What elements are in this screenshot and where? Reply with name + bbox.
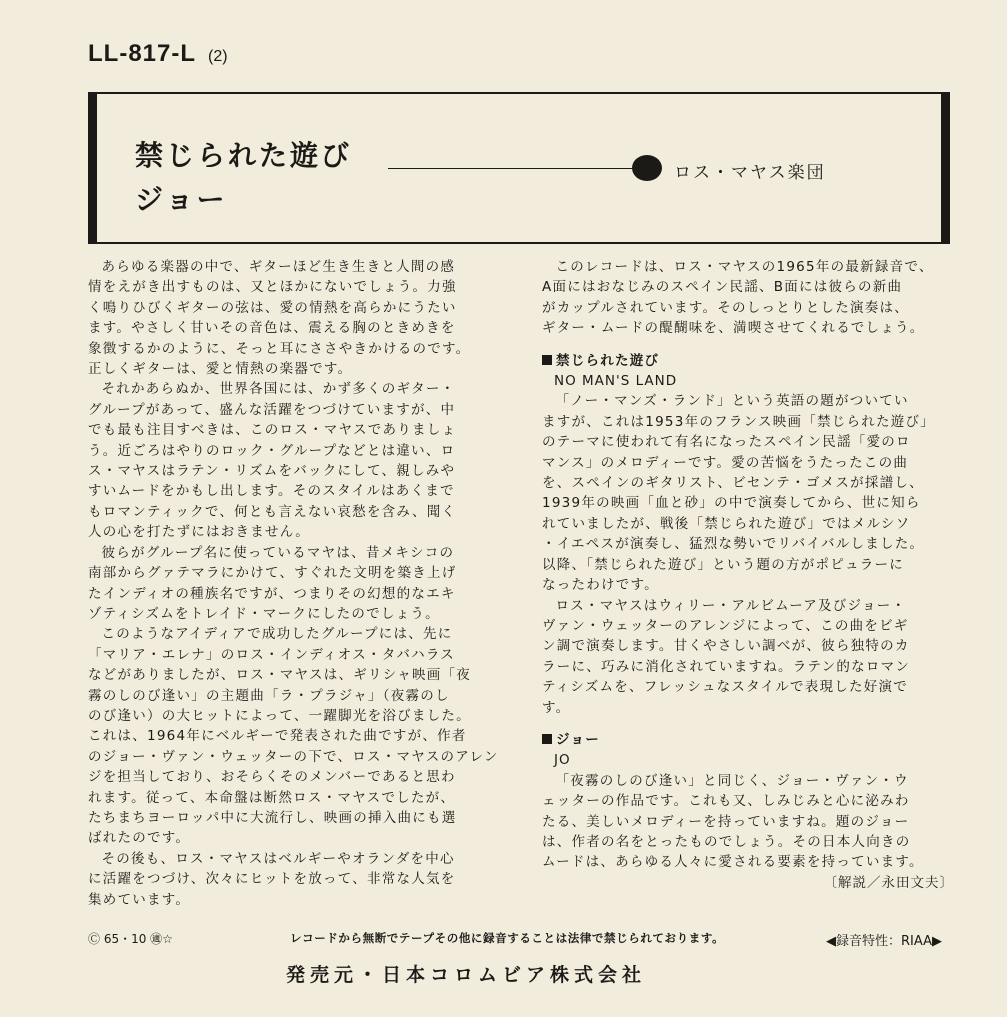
section-paragraph: 「夜霧のしのび逢い」と同じく、ジョー・ヴァン・ウ ェッターの作品です。これも又、しみじみと心に泌みわ たる、美しいメロディーを持っていますね。題のジョー は、作者の名をとったものでしょう。その日本人向きの ムードは、あらゆる人々に愛される要素を持っています。 <box>542 772 924 871</box>
section-paragraph: ロス・マヤスはウィリー・アルビムーア及びジョー・ ヴァン・ウェッターのアレンジによって、この曲をビギ ン調で演奏します。甘くやさしい調べが、彼ら独特のカ ラーに、巧みに消化されていますね。ラテン的なロマン ティシズムを、フレッシュなスタイルで表現した好演で す。 <box>542 597 911 716</box>
intro-paragraph: このレコードは、ロス・マヤスの1965年の最新録音で、 A面にはおなじみのスペイン民謡、B面には彼らの新曲 がカップルされています。そのしっとりとした演奏は、 ギター・ムードの醍醐味を、満喫させてくれるでしょう。 <box>542 259 934 337</box>
title-box-right-bar <box>941 92 950 244</box>
track-title-2: ジョー <box>135 183 228 216</box>
catalog-header <box>88 40 228 68</box>
liner-notes-right <box>542 257 954 893</box>
writer-credit: 〔解説／永田文夫〕 <box>823 874 954 891</box>
liner-paragraph: その後も、ロス・マヤスはベルギーやオランダを中心 に活躍をつづけ、次々にヒットを放って、非常な人気を 集めています。 <box>88 850 456 908</box>
liner-paragraph: それかあらぬか、世界各国には、かず多くのギター・ グループがあって、盛んな活躍をつづけていますが、中 でも最も注目すべきは、このロス・マヤスでありましょ う。近ごろはやりのロック・グループなどとは違い、ロ ス・マヤスはラテン・リズムをバックにして、親しみや すいムードをかもし出します。そのスタイルはあくまで もロマンティックで、何とも言えない哀愁を含み、聞く 人の心を打たずにはおきません。 <box>88 381 457 541</box>
record-disc-icon <box>632 155 662 181</box>
publisher-name: 発売元・日本コロムビア株式会社 <box>286 964 647 986</box>
artist-name: ロス・マヤス楽団 <box>674 163 826 183</box>
title-box <box>88 92 950 244</box>
section-heading-jo: ジョー <box>542 730 954 750</box>
section-paragraph: 「ノー・マンズ・ランド」という英語の題がついてい ますが、これは1953年のフランス映画「禁じられた遊び」 のテーマに使われて有名になったスペイン民謡「愛のロ マンス」のメロディーです。愛の苦悩をうたったこの曲 を、スペインのギタリスト、ビセンテ・ゴメスが採譜し、 1939年の映画「血と砂」の中で演奏してから、世に知ら れていましたが、戦後「禁じられた遊び」ではメルシソ ・イエペスが演奏し、猛烈な勢いでリバイバルしました。 以降、「禁じられた遊び」という題の方がポピュラーに なったわけです。 <box>542 393 935 594</box>
track-title-1: 禁じられた遊び <box>135 139 353 172</box>
side-number: (2) <box>208 48 228 65</box>
catalog-number: LL-817-L <box>88 40 197 67</box>
liner-paragraph: このようなアイディアで成功したグループには、先に 「マリア・エレナ」のロス・インディオス・タバハラス などがありましたが、ロス・マヤスは、ギリシャ映画「夜 霧のしのび逢い」の主題曲「ラ・プラジャ」（夜霧のし のび逢い）の大ヒットによって、一躍脚光を浴びました。 これは、1964年にベルギーで発表された曲ですが、作者 のジョー・ヴァン・ウェッターの下で、ロス・マヤスのアレン ジを担当しており、おそらくそのメンバーであると思わ れます。従って、本命盤は断然ロス・マヤスでしたが、 たちまちヨーロッパ中に大流行し、映画の挿入曲にも選 ばれたのです。 <box>88 626 499 847</box>
copy-prohibition-notice: レコードから無断でテープその他に録音することは法律で禁じられております。 <box>290 931 725 945</box>
recording-characteristic: ◀録音特性：RIAA▶ <box>826 934 943 949</box>
title-leader-line <box>388 168 636 169</box>
liner-paragraph: あらゆる楽器の中で、ギターほど生き生きと人間の感 情をえがき出すものは、又とほかにないでしょう。力強 く鳴りひびくギターの弦は、愛の情熱を高らかにうたい ます。やさしく甘いその音色は、震える胸のときめきを 象徴するかのように、そっと耳にささやきかけるのです。 正しくギターは、愛と情熱の楽器です。 <box>88 259 471 378</box>
section-english-title: NO MAN'S LAND <box>554 373 678 390</box>
section-english-title: JO <box>554 752 571 769</box>
section-heading-forbidden-games: 禁じられた遊び <box>542 351 954 371</box>
liner-notes-left <box>88 257 508 910</box>
title-box-left-bar <box>88 92 97 244</box>
copyright-mark: Ⓒ 65・10 ㊜☆ <box>88 932 173 946</box>
liner-paragraph: 彼らがグループ名に使っているマヤは、昔メキシコの 南部からグァテマラにかけて、すぐれた文明を築き上げ たインディオの種族名ですが、つまりその幻想的なエキ ゾティシズムをトレイド・マークにしたのでしょう。 <box>88 544 457 622</box>
